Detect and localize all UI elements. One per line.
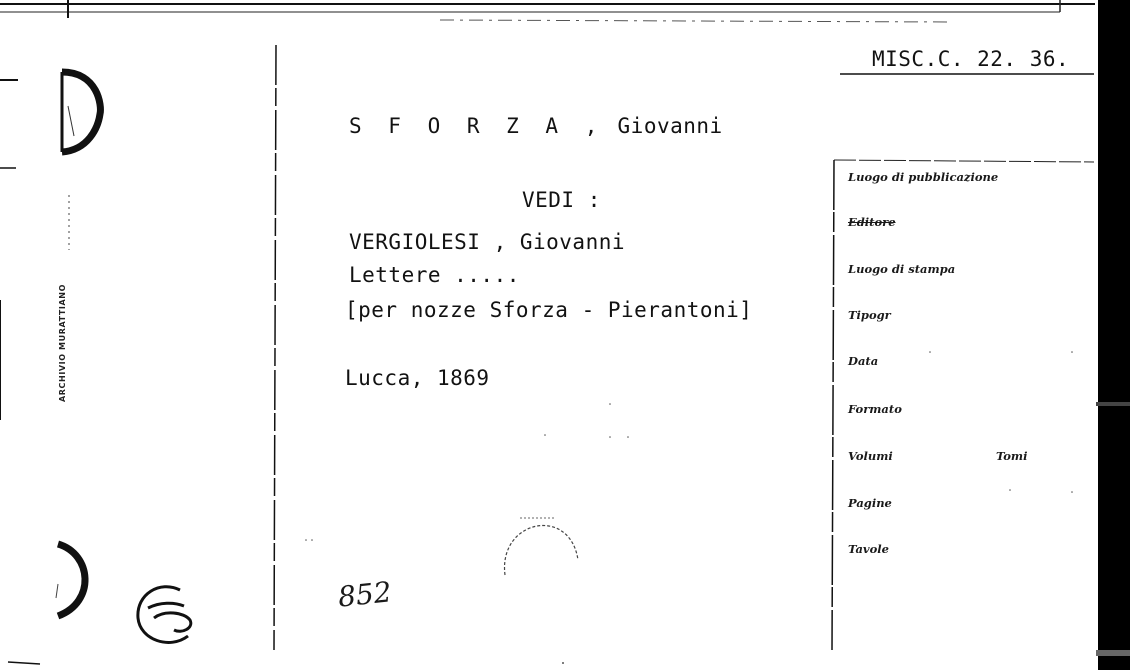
reference-author: VERGIOLESI , Giovanni: [349, 230, 626, 254]
form-field-pages: Pagine: [848, 496, 892, 510]
form-field-tomes: Tomi: [996, 449, 1028, 463]
handwritten-number: 852: [336, 575, 394, 614]
form-field-date: Data: [848, 354, 879, 368]
see-reference-label: VEDI :: [522, 188, 601, 212]
form-field-volumes: Volumi: [848, 449, 893, 463]
margin-letter-d-icon: [52, 66, 112, 158]
heading-forename: Giovanni: [617, 114, 723, 138]
heading-surname: S F O R Z A ,: [349, 114, 605, 138]
form-field-printer: Tipogr: [848, 308, 891, 322]
reference-note: [per nozze Sforza - Pierantoni]: [345, 298, 753, 322]
form-field-plates: Tavole: [848, 542, 889, 556]
form-field-place-of-publication: Luogo di pubblicazione: [848, 170, 999, 184]
form-field-publisher: Editore: [848, 215, 896, 229]
circled-g-mark-icon: [130, 580, 204, 652]
shelfmark: MISC.C. 22. 36.: [872, 47, 1070, 71]
reference-imprint: Lucca, 1869: [345, 366, 490, 390]
margin-bracket-icon: [48, 540, 102, 620]
reference-title: Lettere .....: [349, 263, 520, 287]
form-field-place-of-printing: Luogo di stampa: [848, 262, 956, 276]
archive-stamp-vertical: ARCHIVIO MURATTIANO: [58, 284, 67, 402]
heading-entry: [349, 116, 723, 137]
form-field-format: Formato: [848, 402, 902, 416]
